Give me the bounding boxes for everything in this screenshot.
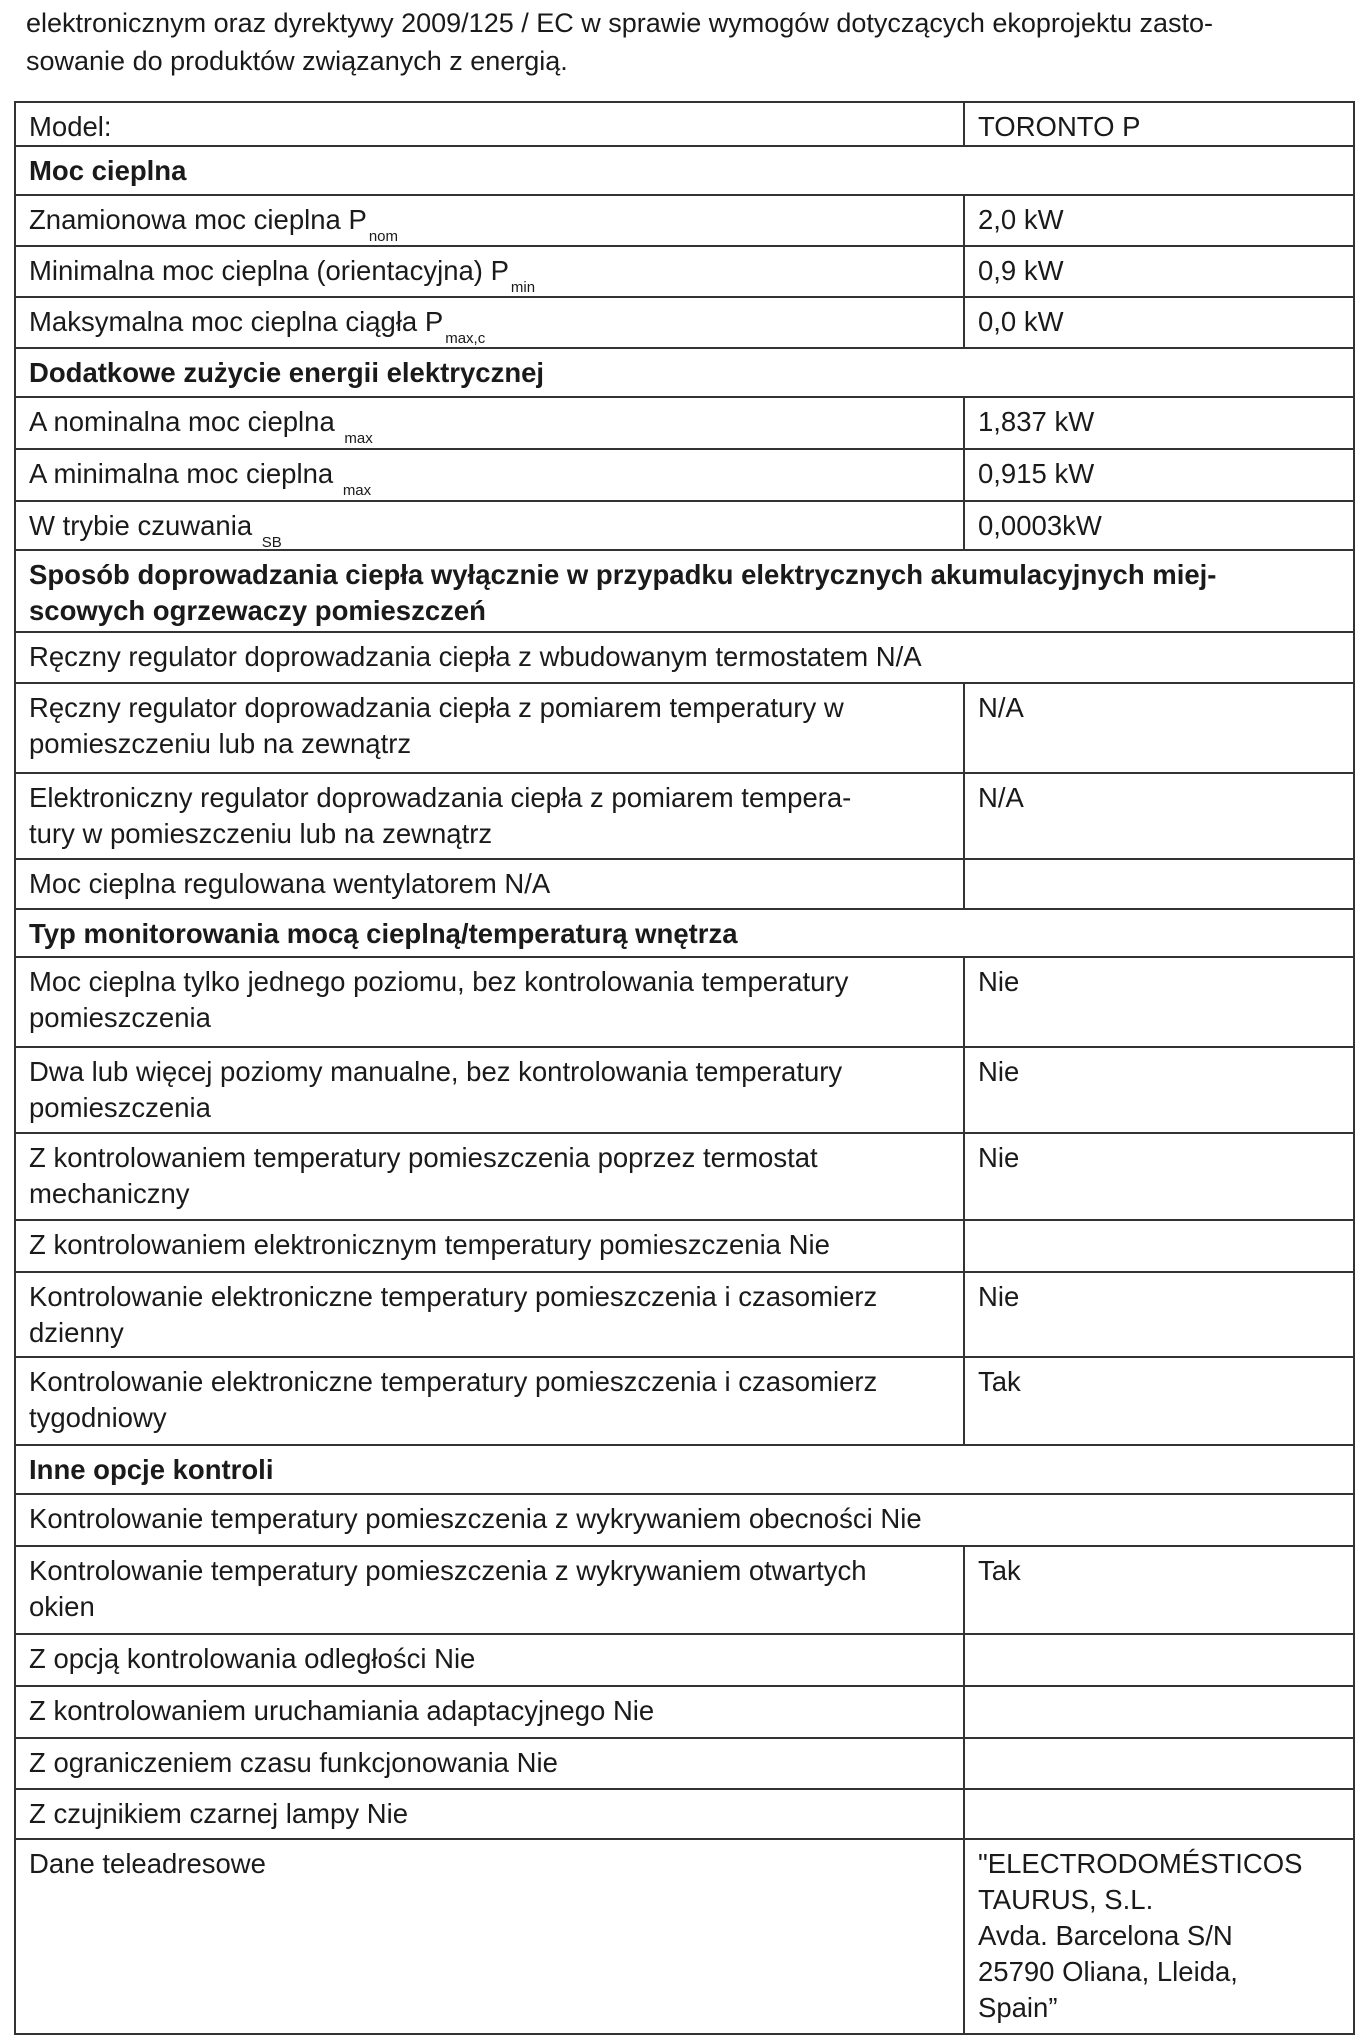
row-value-empty (964, 1220, 1354, 1272)
row-value: Tak (964, 1357, 1354, 1445)
row-label: Z ograniczeniem czasu funkcjonowania Nie (15, 1738, 964, 1789)
row-label: Kontrolowanie temperatury pomieszczenia z wykrywaniem obecności Nie (15, 1494, 1354, 1546)
table-row (15, 1546, 1354, 1634)
model-label: Model: (15, 102, 964, 146)
table-row (15, 632, 1354, 683)
table-row (15, 1494, 1354, 1546)
section-title: Inne opcje kontroli (15, 1445, 1354, 1494)
row-value: N/A (964, 773, 1354, 859)
row-value: 2,0 kW (964, 195, 1354, 246)
row-label: Ręczny regulator doprowadzania ciepła z pomiarem temperatury w pomieszczeniu lub na zewnątrz (15, 683, 964, 773)
section-title: Typ monitorowania mocą cieplną/temperaturą wnętrza (15, 909, 1354, 957)
contact-line: 25790 Oliana, Lleida, (978, 1956, 1238, 1987)
table-row (15, 195, 1354, 246)
subscript: max,c (445, 330, 486, 347)
contact-line: Spain” (978, 1992, 1058, 2023)
table-row (15, 1738, 1354, 1789)
row-value: Tak (964, 1546, 1354, 1634)
row-value: 0,0003kW (964, 501, 1354, 550)
subscript: max (342, 482, 372, 499)
row-value: Nie (964, 1133, 1354, 1220)
row-label: Moc cieplna tylko jednego poziomu, bez kontrolowania temperatury pomieszczenia (15, 957, 964, 1047)
table-row (15, 246, 1354, 297)
intro-paragraph (26, 4, 1346, 80)
row-value-empty (964, 1686, 1354, 1738)
row-label: Kontrolowanie elektroniczne temperatury pomieszczenia i czasomierz tygodniowy (15, 1357, 964, 1445)
row-value-empty (964, 1634, 1354, 1686)
subscript: SB (261, 534, 282, 551)
contact-label: Dane teleadresowe (15, 1839, 964, 2034)
row-value-empty (964, 859, 1354, 909)
section-heat-output (15, 146, 1354, 195)
table-row (15, 1047, 1354, 1133)
row-value: 0,0 kW (964, 297, 1354, 348)
row-label: Minimalna moc cieplna (orientacyjna) $P_{min}$ (15, 246, 964, 297)
table-row (15, 297, 1354, 348)
row-label: Ręczny regulator doprowadzania ciepła z wbudowanym termostatem N/A (15, 632, 1354, 683)
subscript: nom (368, 228, 398, 245)
row-value-empty (964, 1738, 1354, 1789)
table-row (15, 859, 1354, 909)
table-row (15, 397, 1354, 449)
row-label: Z kontrolowaniem temperatury pomieszczenia poprzez termostat mechaniczny (15, 1133, 964, 1220)
section-title: Dodatkowe zużycie energii elektrycznej (15, 348, 1354, 397)
contact-row (15, 1839, 1354, 2034)
row-label: Znamionowa moc cieplna $P_{nom}$ (15, 195, 964, 246)
table-row (15, 1789, 1354, 1839)
subscript: min (510, 279, 536, 296)
section-heat-input-control (15, 550, 1354, 632)
section-aux-electricity (15, 348, 1354, 397)
table-row (15, 1686, 1354, 1738)
row-label: Kontrolowanie elektroniczne temperatury pomieszczenia i czasomierz dzienny (15, 1272, 964, 1357)
row-value-empty (964, 1789, 1354, 1839)
intro-line-2: sowanie do produktów związanych z energią. (26, 46, 568, 76)
table-row (15, 1634, 1354, 1686)
row-label: A minimalna moc cieplna $_{max}$ (15, 449, 964, 501)
row-label: Z czujnikiem czarnej lampy Nie (15, 1789, 964, 1839)
row-value: Nie (964, 1047, 1354, 1133)
section-other-control (15, 1445, 1354, 1494)
contact-details (964, 1839, 1354, 2034)
specification-table (14, 101, 1355, 2035)
table-row (15, 501, 1354, 550)
subscript: max (344, 430, 373, 447)
row-label: Elektroniczny regulator doprowadzania ciepła z pomiarem tempera- tury w pomieszczeniu lub na zewnątrz (15, 773, 964, 859)
contact-line: TAURUS, S.L. (978, 1884, 1154, 1915)
row-value: 1,837 kW (964, 397, 1354, 449)
row-label: Z kontrolowaniem elektronicznym temperatury pomieszczenia Nie (15, 1220, 964, 1272)
row-label: Maksymalna moc cieplna ciągła $P_{max,c}$ (15, 297, 964, 348)
row-label: Moc cieplna regulowana wentylatorem N/A (15, 859, 964, 909)
row-label: Kontrolowanie temperatury pomieszczenia z wykrywaniem otwartych okien (15, 1546, 964, 1634)
row-label: Z opcją kontrolowania odległości Nie (15, 1634, 964, 1686)
row-value: N/A (964, 683, 1354, 773)
table-row (15, 683, 1354, 773)
row-value: Nie (964, 1272, 1354, 1357)
row-value: 0,9 kW (964, 246, 1354, 297)
row-label: W trybie czuwania $_{SB}$ (15, 501, 964, 550)
table-row (15, 1272, 1354, 1357)
model-value: TORONTO P (964, 102, 1354, 146)
table-row (15, 1357, 1354, 1445)
section-room-temp-control (15, 909, 1354, 957)
table-row (15, 1220, 1354, 1272)
row-value: 0,915 kW (964, 449, 1354, 501)
section-title: Sposób doprowadzania ciepła wyłącznie w przypadku elektrycznych akumulacyjnych miej- scowych ogrzewaczy pomieszczeń (15, 550, 1354, 632)
table-row (15, 773, 1354, 859)
table-row (15, 449, 1354, 501)
row-label: Z kontrolowaniem uruchamiania adaptacyjnego Nie (15, 1686, 964, 1738)
row-label: Dwa lub więcej poziomy manualne, bez kontrolowania temperatury pomieszczenia (15, 1047, 964, 1133)
table-row (15, 1133, 1354, 1220)
contact-line: Avda. Barcelona S/N (978, 1920, 1233, 1951)
model-row (15, 102, 1354, 146)
contact-line: "ELECTRODOMÉSTICOS (978, 1848, 1303, 1879)
row-label: A nominalna moc cieplna $_{max}$ (15, 397, 964, 449)
intro-line-1: elektronicznym oraz dyrektywy 2009/125 / EC w sprawie wymogów dotyczących ekoprojektu zasto- (26, 8, 1213, 38)
row-value: Nie (964, 957, 1354, 1047)
table-row (15, 957, 1354, 1047)
section-title: Moc cieplna (15, 146, 1354, 195)
